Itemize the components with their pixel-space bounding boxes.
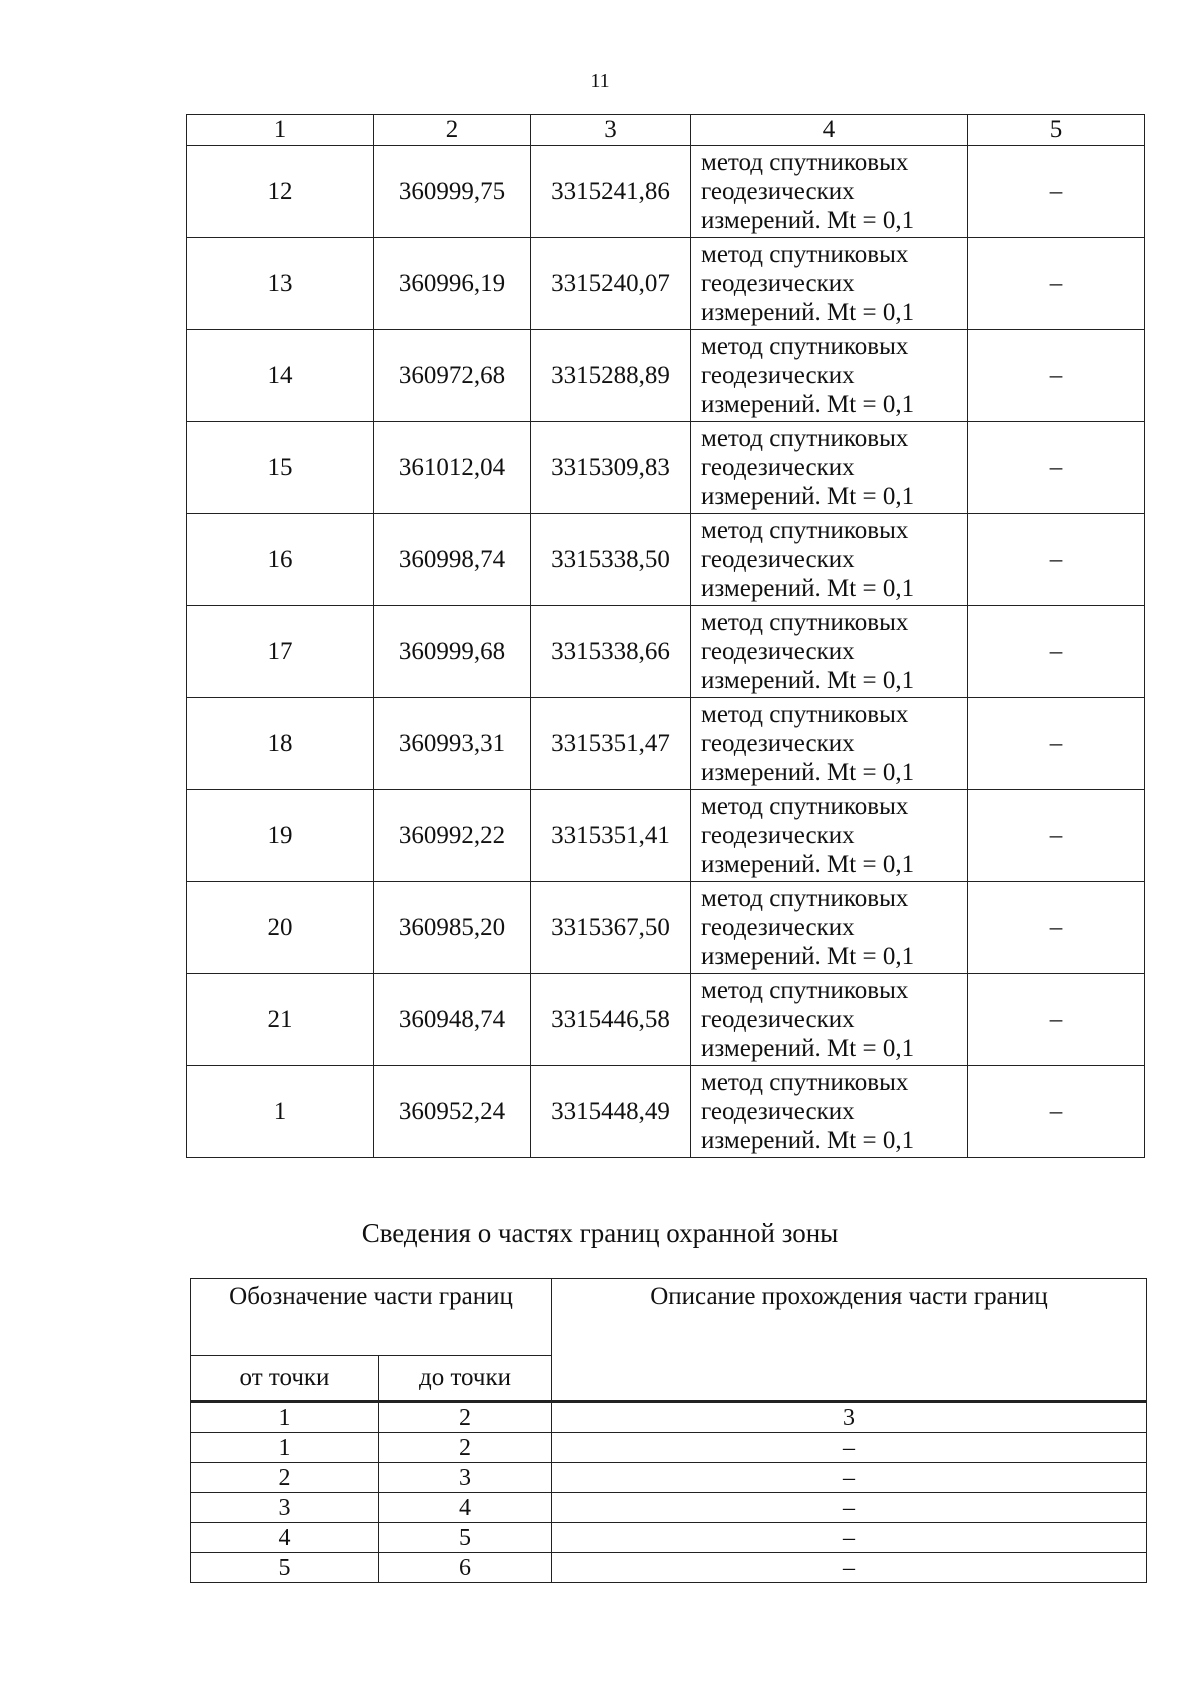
method-text-line: измерений. Mt = 0,1 [701, 1127, 915, 1154]
method-text-line: метод спутниковых [701, 1069, 909, 1096]
point-number: 17 [187, 606, 374, 698]
method-text-line: геодезических [701, 454, 855, 481]
method-text-line: метод спутниковых [701, 885, 909, 912]
to-point: 6 [379, 1553, 552, 1583]
method-cell [691, 698, 968, 790]
point-number: 18 [187, 698, 374, 790]
coordinate-x: 360998,74 [374, 514, 531, 606]
column-number: 2 [379, 1402, 552, 1433]
coordinate-y: 3315309,83 [531, 422, 691, 514]
column-number: 5 [968, 115, 1145, 146]
coordinate-x: 360952,24 [374, 1066, 531, 1158]
method-text-line: геодезических [701, 1006, 855, 1033]
method-cell [691, 790, 968, 882]
table-row [187, 146, 1145, 238]
column-number: 3 [531, 115, 691, 146]
to-point: 4 [379, 1493, 552, 1523]
coordinate-y: 3315241,86 [531, 146, 691, 238]
method-cell [691, 514, 968, 606]
coordinate-y: 3315288,89 [531, 330, 691, 422]
table-row [187, 422, 1145, 514]
method-text-line: метод спутниковых [701, 609, 909, 636]
coordinate-y: 3315448,49 [531, 1066, 691, 1158]
method-text-line: геодезических [701, 362, 855, 389]
table-row [187, 974, 1145, 1066]
coordinate-y: 3315338,66 [531, 606, 691, 698]
column-number: 1 [191, 1402, 379, 1433]
table-row [187, 882, 1145, 974]
to-point: 5 [379, 1523, 552, 1553]
method-cell [691, 974, 968, 1066]
coordinate-y: 3315240,07 [531, 238, 691, 330]
point-number: 12 [187, 146, 374, 238]
method-text-line: метод спутниковых [701, 517, 909, 544]
coordinate-x: 360948,74 [374, 974, 531, 1066]
column-number: 3 [552, 1402, 1147, 1433]
header-from-point: от точки [191, 1356, 379, 1402]
method-text-line: измерений. Mt = 0,1 [701, 391, 915, 418]
point-number: 1 [187, 1066, 374, 1158]
coordinate-x: 360993,31 [374, 698, 531, 790]
part-description: – [552, 1433, 1147, 1463]
point-number: 16 [187, 514, 374, 606]
part-description: – [552, 1493, 1147, 1523]
table-row [191, 1433, 1147, 1463]
method-cell [691, 146, 968, 238]
method-text-line: метод спутниковых [701, 793, 909, 820]
method-cell [691, 238, 968, 330]
method-cell [691, 422, 968, 514]
table-row [187, 330, 1145, 422]
point-number: 19 [187, 790, 374, 882]
method-text-line: геодезических [701, 730, 855, 757]
point-number: 20 [187, 882, 374, 974]
method-text-line: метод спутниковых [701, 333, 909, 360]
table-row [187, 606, 1145, 698]
point-number: 13 [187, 238, 374, 330]
point-number: 14 [187, 330, 374, 422]
extra-value: – [968, 146, 1145, 238]
part-description: – [552, 1553, 1147, 1583]
part-description: – [552, 1523, 1147, 1553]
method-text-line: геодезических [701, 822, 855, 849]
column-number-row [187, 115, 1145, 146]
table-row [187, 698, 1145, 790]
coordinate-x: 361012,04 [374, 422, 531, 514]
extra-value: – [968, 1066, 1145, 1158]
table-row [187, 1066, 1145, 1158]
method-cell [691, 606, 968, 698]
section-title: Сведения о частях границ охранной зоны [361, 1218, 839, 1248]
method-text-line: измерений. Mt = 0,1 [701, 575, 915, 602]
from-point: 4 [191, 1523, 379, 1553]
method-text-line: метод спутниковых [701, 241, 909, 268]
method-cell [691, 882, 968, 974]
from-point: 1 [191, 1433, 379, 1463]
method-text-line: измерений. Mt = 0,1 [701, 759, 915, 786]
from-point: 3 [191, 1493, 379, 1523]
point-number: 15 [187, 422, 374, 514]
to-point: 2 [379, 1433, 552, 1463]
header-designation: Обозначение части границ [191, 1279, 552, 1356]
boundary-parts-table [190, 1278, 1147, 1583]
extra-value: – [968, 330, 1145, 422]
from-point: 2 [191, 1463, 379, 1493]
method-text-line: геодезических [701, 178, 855, 205]
method-text-line: метод спутниковых [701, 701, 909, 728]
table-row [191, 1523, 1147, 1553]
method-text-line: измерений. Mt = 0,1 [701, 1035, 915, 1062]
coordinate-y: 3315351,47 [531, 698, 691, 790]
method-text-line: метод спутниковых [701, 425, 909, 452]
extra-value: – [968, 882, 1145, 974]
part-description: – [552, 1463, 1147, 1493]
extra-value: – [968, 514, 1145, 606]
method-text-line: измерений. Mt = 0,1 [701, 207, 915, 234]
method-cell [691, 1066, 968, 1158]
extra-value: – [968, 238, 1145, 330]
extra-value: – [968, 790, 1145, 882]
coordinate-x: 360992,22 [374, 790, 531, 882]
method-text-line: геодезических [701, 270, 855, 297]
table-row [187, 514, 1145, 606]
extra-value: – [968, 422, 1145, 514]
method-cell [691, 330, 968, 422]
column-number: 4 [691, 115, 968, 146]
extra-value: – [968, 698, 1145, 790]
column-number-row [191, 1402, 1147, 1433]
coordinates-table [186, 114, 1145, 1158]
method-text-line: геодезических [701, 914, 855, 941]
method-text-line: геодезических [701, 1098, 855, 1125]
method-text-line: измерений. Mt = 0,1 [701, 299, 915, 326]
point-number: 21 [187, 974, 374, 1066]
coordinate-y: 3315351,41 [531, 790, 691, 882]
method-text-line: измерений. Mt = 0,1 [701, 943, 915, 970]
table-row [191, 1553, 1147, 1583]
coordinate-x: 360999,68 [374, 606, 531, 698]
extra-value: – [968, 606, 1145, 698]
table-row [191, 1493, 1147, 1523]
method-text-line: геодезических [701, 638, 855, 665]
coordinate-y: 3315367,50 [531, 882, 691, 974]
coordinate-x: 360972,68 [374, 330, 531, 422]
to-point: 3 [379, 1463, 552, 1493]
method-text-line: геодезических [701, 546, 855, 573]
method-text-line: метод спутниковых [701, 977, 909, 1004]
from-point: 5 [191, 1553, 379, 1583]
table-row [191, 1463, 1147, 1493]
header-to-point: до точки [379, 1356, 552, 1402]
coordinate-x: 360996,19 [374, 238, 531, 330]
method-text-line: измерений. Mt = 0,1 [701, 851, 915, 878]
page-number: 11 [590, 70, 610, 92]
table-row [187, 238, 1145, 330]
column-number: 1 [187, 115, 374, 146]
coordinate-y: 3315338,50 [531, 514, 691, 606]
coordinate-x: 360999,75 [374, 146, 531, 238]
coordinate-x: 360985,20 [374, 882, 531, 974]
table-row [187, 790, 1145, 882]
header-description: Описание прохождения части границ [552, 1279, 1147, 1402]
method-text-line: измерений. Mt = 0,1 [701, 483, 915, 510]
extra-value: – [968, 974, 1145, 1066]
column-number: 2 [374, 115, 531, 146]
method-text-line: метод спутниковых [701, 149, 909, 176]
method-text-line: измерений. Mt = 0,1 [701, 667, 915, 694]
coordinate-y: 3315446,58 [531, 974, 691, 1066]
